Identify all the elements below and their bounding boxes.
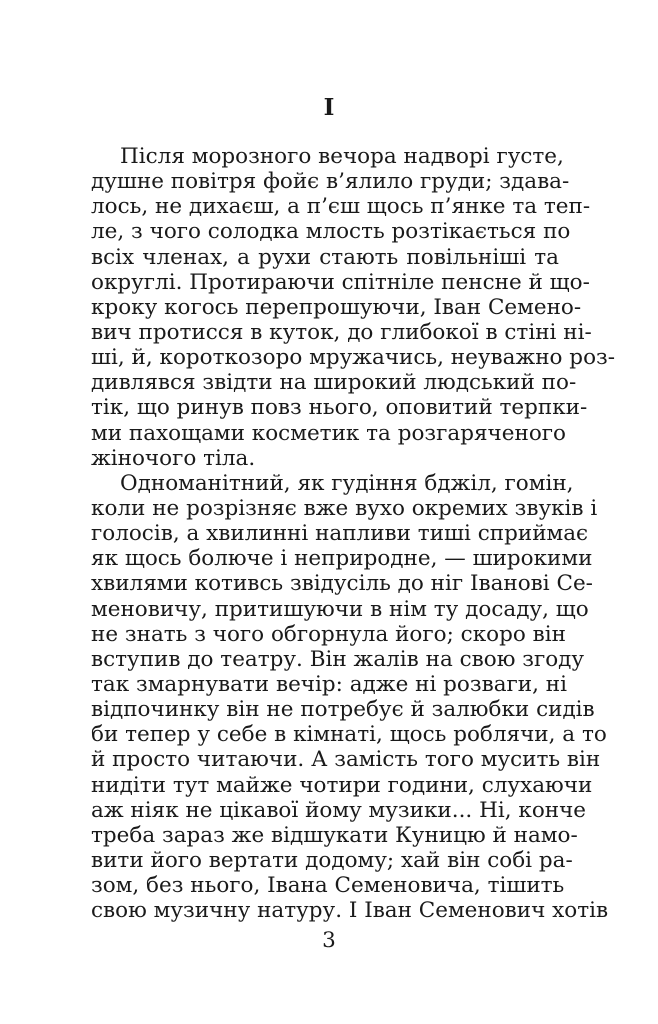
paragraph-1 xyxy=(91,144,616,471)
text-line: вич протисся в куток, до глибокої в стіні ні- xyxy=(91,319,592,345)
text-line: свою музичну натуру. І Іван Семенович хотів xyxy=(91,898,609,924)
text-line: відпочинку він не потребує й залюбки сидів xyxy=(91,697,595,723)
text-line: треба зараз же відшукати Куницю й намо- xyxy=(91,822,578,848)
text-line: жіночого тіла. xyxy=(91,445,256,471)
text-line: коли не розрізняє вже вухо окремих звуків і xyxy=(91,495,598,521)
text-line: ми пахощами косметик та розгаряченого xyxy=(91,420,566,446)
text-line: зом, без нього, Івана Семеновича, тішить xyxy=(91,873,565,899)
text-line: всіх членах, а рухи стають повільніші та xyxy=(91,244,559,270)
body-text xyxy=(91,144,616,924)
text-line: лось, не дихаєш, а п’єш щось п’янке та теп- xyxy=(91,194,591,220)
text-line: кроку когось перепрошуючи, Іван Семено- xyxy=(91,294,582,320)
text-line: як щось болюче і неприродне, — широкими xyxy=(91,546,593,572)
text-line: меновичу, притишуючи в нім ту досаду, що xyxy=(91,596,589,622)
text-line: тік, що ринув повз нього, оповитий терпки- xyxy=(91,395,588,421)
text-line: нидіти тут майже чотири години, слухаючи xyxy=(91,772,593,798)
text-line: Після морозного вечора надворі густе, xyxy=(120,144,564,169)
page-number: 3 xyxy=(322,928,336,953)
text-line: вити його вертати додому; хай він собі ра- xyxy=(91,847,573,873)
text-line: голосів, а хвилинні напливи тиші сприймає xyxy=(91,521,589,547)
text-line: й просто читаючи. А замість того мусить він xyxy=(91,747,601,773)
paragraph-2 xyxy=(91,470,609,924)
text-line: не знать з чого обгорнула його; скоро він xyxy=(91,621,566,647)
text-line: дивлявся звідти на широкий людський по- xyxy=(91,370,577,396)
text-line: так змарнувати вечір: адже ні розваги, ні xyxy=(91,671,567,697)
text-line: хвилями котивсь звідусіль до ніг Іванові Се- xyxy=(91,571,593,597)
chapter-heading: I xyxy=(323,94,335,121)
text-line: душне повітря фойє в’ялило груди; здава- xyxy=(91,169,570,195)
text-line: ле, з чого солодка млость розтікається по xyxy=(91,219,571,245)
text-line: Одноманітний, як гудіння бджіл, гомін, xyxy=(120,470,574,496)
text-line: вступив до театру. Він жалів на свою згоду xyxy=(91,646,585,672)
text-line: округлі. Протираючи спітніле пенсне й що- xyxy=(91,269,590,295)
text-line: аж ніяк не цікавої йому музики... Ні, конче xyxy=(91,797,587,823)
text-line: ші, й, короткозоро мружачись, неуважно роз- xyxy=(91,345,616,371)
text-line: би тепер у себе в кімнаті, щось роблячи, а то xyxy=(91,722,607,748)
